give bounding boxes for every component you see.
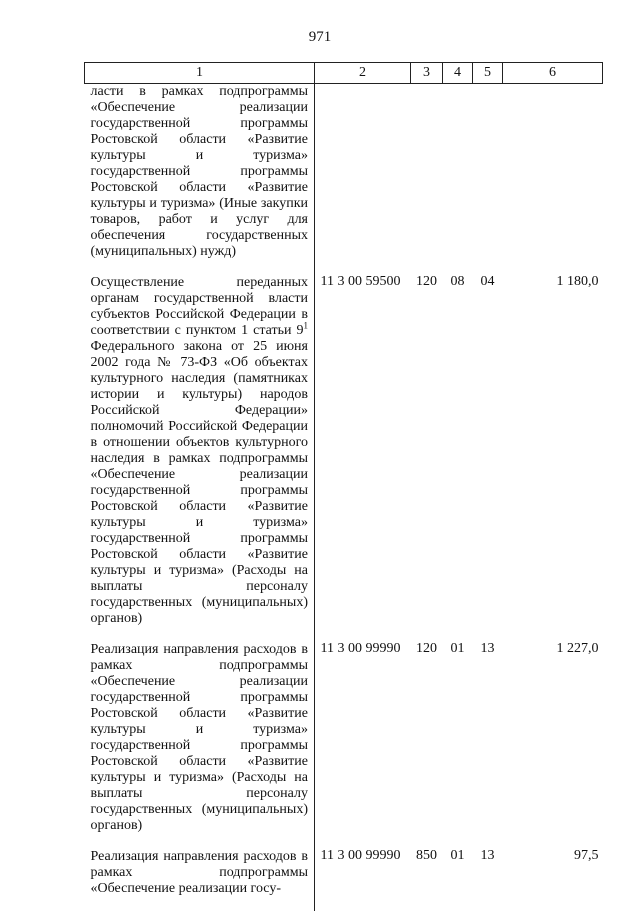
row-pr: 13 [480, 848, 495, 863]
header-row [85, 63, 603, 84]
table-row [85, 848, 603, 911]
row-csr: 11 3 00 59500 [320, 274, 401, 289]
row-pr: 04 [480, 274, 495, 289]
row-csr: 11 3 00 99990 [320, 641, 401, 656]
row-description: ласти в рамках подпрограммы «Обеспечение реализации государственной программы Ростовской области «Развитие культуры и туризма» государственной программы Ростовской области «Развитие культуры и туризма» (Иные закупки товаров, работ и услуг для обеспечения государственных (муниципальных) нужд) [85, 84, 315, 275]
row-sum [503, 84, 603, 275]
row-rz: 01 [450, 848, 465, 863]
row-vr: 120 [416, 274, 437, 289]
row-description [85, 274, 315, 641]
row-csr: 11 3 00 99990 [320, 848, 401, 863]
row-vr: 850 [416, 848, 437, 863]
header-col-2: 2 [315, 63, 411, 84]
row-rz: 01 [450, 641, 465, 656]
row-pr [473, 84, 503, 275]
header-col-1: 1 [85, 63, 315, 84]
row-csr [315, 84, 411, 275]
row-vr: 120 [416, 641, 437, 656]
header-col-3: 3 [411, 63, 443, 84]
row-description-tail: Федерального закона от 25 июня 2002 года № 73-ФЗ «Об объектах культурного наследия (памятниках истории и культуры) народов Российской Федерации» полномочий Российской Федерации в отношении объектов культурного наследия в рамках подпрограммы «Обеспечение реализации государственной программы Ростовской области «Развитие культуры и туризма» государственной программы Ростовской области «Развитие культуры и туризма» (Расходы на выплаты персоналу государственных (муниципальных) органов) [90, 339, 308, 626]
row-rz: 08 [450, 274, 465, 289]
row-sum: 97,5 [574, 848, 599, 863]
row-description: Реализация направления расходов в рамках подпрограммы «Обеспечение реализации госу- [85, 848, 315, 911]
row-pr: 13 [480, 641, 495, 656]
header-col-5: 5 [473, 63, 503, 84]
row-sum: 1 227,0 [556, 641, 599, 656]
row-sum: 1 180,0 [556, 274, 599, 289]
table-row [85, 274, 603, 641]
row-vr [411, 84, 443, 275]
header-col-6: 6 [503, 63, 603, 84]
header-col-4: 4 [443, 63, 473, 84]
row-description: Реализация направления расходов в рамках подпрограммы «Обеспечение реализации государственной программы Ростовской области «Развитие культуры и туризма» государственной программы Ростовской области «Развитие культуры и туризма» (Расходы на выплаты персоналу государственных (муниципальных) органов) [85, 641, 315, 848]
table-row [85, 84, 603, 275]
row-description-text: Осуществление переданных органам государственной власти субъектов Российской Федерации в соответствии с пунктом 1 статьи 9 [90, 275, 308, 338]
budget-table [84, 62, 603, 911]
table-row [85, 641, 603, 848]
row-rz [443, 84, 473, 275]
superscript: 1 [303, 320, 308, 331]
page-number: 971 [308, 29, 332, 45]
